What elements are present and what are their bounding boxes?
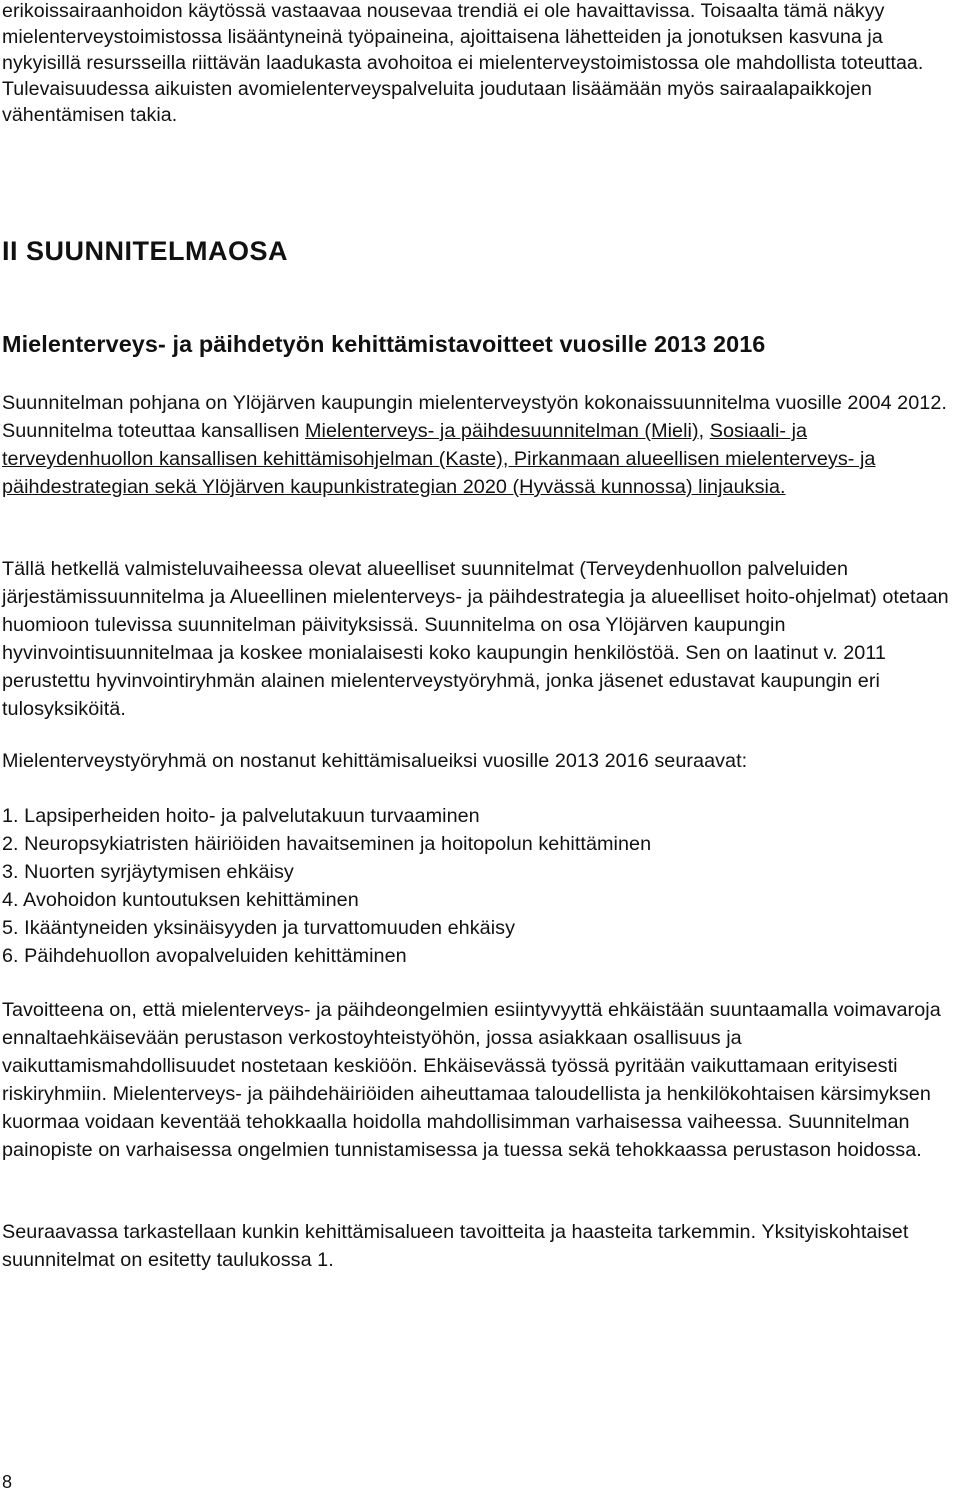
- paragraph-next-text: Seuraavassa tarkastellaan kunkin kehittämisalueen tavoitteita ja haasteita tarkemmin. Yksityiskohtaiset suunnitelmat on esitetty taulukossa 1.: [2, 1221, 909, 1271]
- list-item: 4. Avohoidon kuntoutuksen kehittäminen: [2, 889, 359, 911]
- link-kaste-program[interactable]: Sosiaali- ja terveydenhuollon kansallisen kehittämisohjelman (Kaste), Pirkanmaan alueellisen mielenterveys- ja päihdestrategian sekä Ylöjärven kaupunkistrategian 2020 (Hyvässä kunnossa) linjauksia.: [2, 420, 876, 498]
- intro-paragraph-block: [2, 0, 958, 128]
- paragraph-basis-text: [2, 389, 958, 501]
- list-item: 6. Päihdehuollon avopalveluiden kehittäminen: [2, 945, 407, 967]
- development-areas-list: [2, 802, 958, 970]
- intro-paragraph: erikoissairaanhoidon käytössä vastaavaa nousevaa trendiä ei ole havaittavissa. Toisaalta tämä näkyy mielenterveystoimistossa lisääntyneinä työpaineina, ajoittaisena lähetteiden ja jonotuksen kasvuna ja nykyisillä resursseilla riittävän laadukasta avohoitoa ei mielenterveystoimistossa ole mahdollista toteuttaa. Tulevaisuudessa aikuisten avomielenterveyspalveluita joudutaan lisäämään myös sairaalapaikkojen vähentämisen takia.: [2, 0, 924, 126]
- section-heading: II SUUNNITELMAOSA: [2, 236, 289, 266]
- list-item: 5. Ikääntyneiden yksinäisyyden ja turvattomuuden ehkäisy: [2, 917, 516, 939]
- paragraph-regional-plans: [2, 555, 958, 723]
- paragraph-basis: [2, 389, 958, 501]
- page-number: 8: [2, 1472, 13, 1492]
- sub-heading: Mielenterveys- ja päihdetyön kehittämistavoitteet vuosille 2013 2016: [2, 331, 766, 357]
- paragraph-basis-text-2: ,: [698, 420, 710, 442]
- paragraph-goals: [2, 996, 958, 1164]
- paragraph-basis-text-1: Suunnitelman pohjana on Ylöjärven kaupungin mielenterveystyön kokonaissuunnitelma vuosille 2004 2012. Suunnitelma toteuttaa kansallisen: [2, 392, 947, 442]
- list-item: 1. Lapsiperheiden hoito- ja palvelutakuun turvaaminen: [2, 805, 480, 827]
- paragraph-workgroup: [2, 747, 958, 775]
- link-mieli-plan[interactable]: Mielenterveys- ja päihdesuunnitelman (Mieli): [305, 420, 699, 442]
- paragraph-next: [2, 1218, 958, 1274]
- paragraph-goals-text: Tavoitteena on, että mielenterveys- ja päihdeongelmien esiintyvyyttä ehkäistään suuntaamalla voimavaroja ennaltaehkäisevään perustason verkostoyhteistyöhön, jossa asiakkaan osallisuus ja vaikuttamismahdollisuudet nostetaan keskiöön. Ehkäisevässä työssä pyritään vaikuttamaan erityisesti riskiryhmiin. Mielenterveys- ja päihdehäiriöiden aiheuttamaa taloudellista ja henkilökohtaisen kärsimyksen kuormaa voidaan keventää tehokkaalla hoidolla mahdollisimman varhaisessa vaiheessa. Suunnitelman painopiste on varhaisessa ongelmien tunnistamisessa ja tuessa sekä tehokkaassa perustason hoidossa.: [2, 999, 941, 1161]
- paragraph-workgroup-text: Mielenterveystyöryhmä on nostanut kehittämisalueiksi vuosille 2013 2016 seuraavat:: [2, 750, 748, 772]
- list-item: 2. Neuropsykiatristen häiriöiden havaitseminen ja hoitopolun kehittäminen: [2, 833, 652, 855]
- paragraph-regional-plans-text: Tällä hetkellä valmisteluvaiheessa olevat alueelliset suunnitelmat (Terveydenhuollon palveluiden järjestämissuunnitelma ja Alueellinen mielenterveys- ja päihdestrategia ja alueelliset hoito-ohjelmat) otetaan huomioon tulevissa suunnitelman päivityksissä. Suunnitelma on osa Ylöjärven kaupungin hyvinvointisuunnitelmaa ja koskee monialaisesti koko kaupungin henkilöstöä. Sen on laatinut v. 2011 perustettu hyvinvointiryhmän alainen mielenterveystyöryhmä, jonka jäsenet edustavat kaupungin eri tulosyksiköitä.: [2, 558, 949, 720]
- list-item: 3. Nuorten syrjäytymisen ehkäisy: [2, 861, 294, 883]
